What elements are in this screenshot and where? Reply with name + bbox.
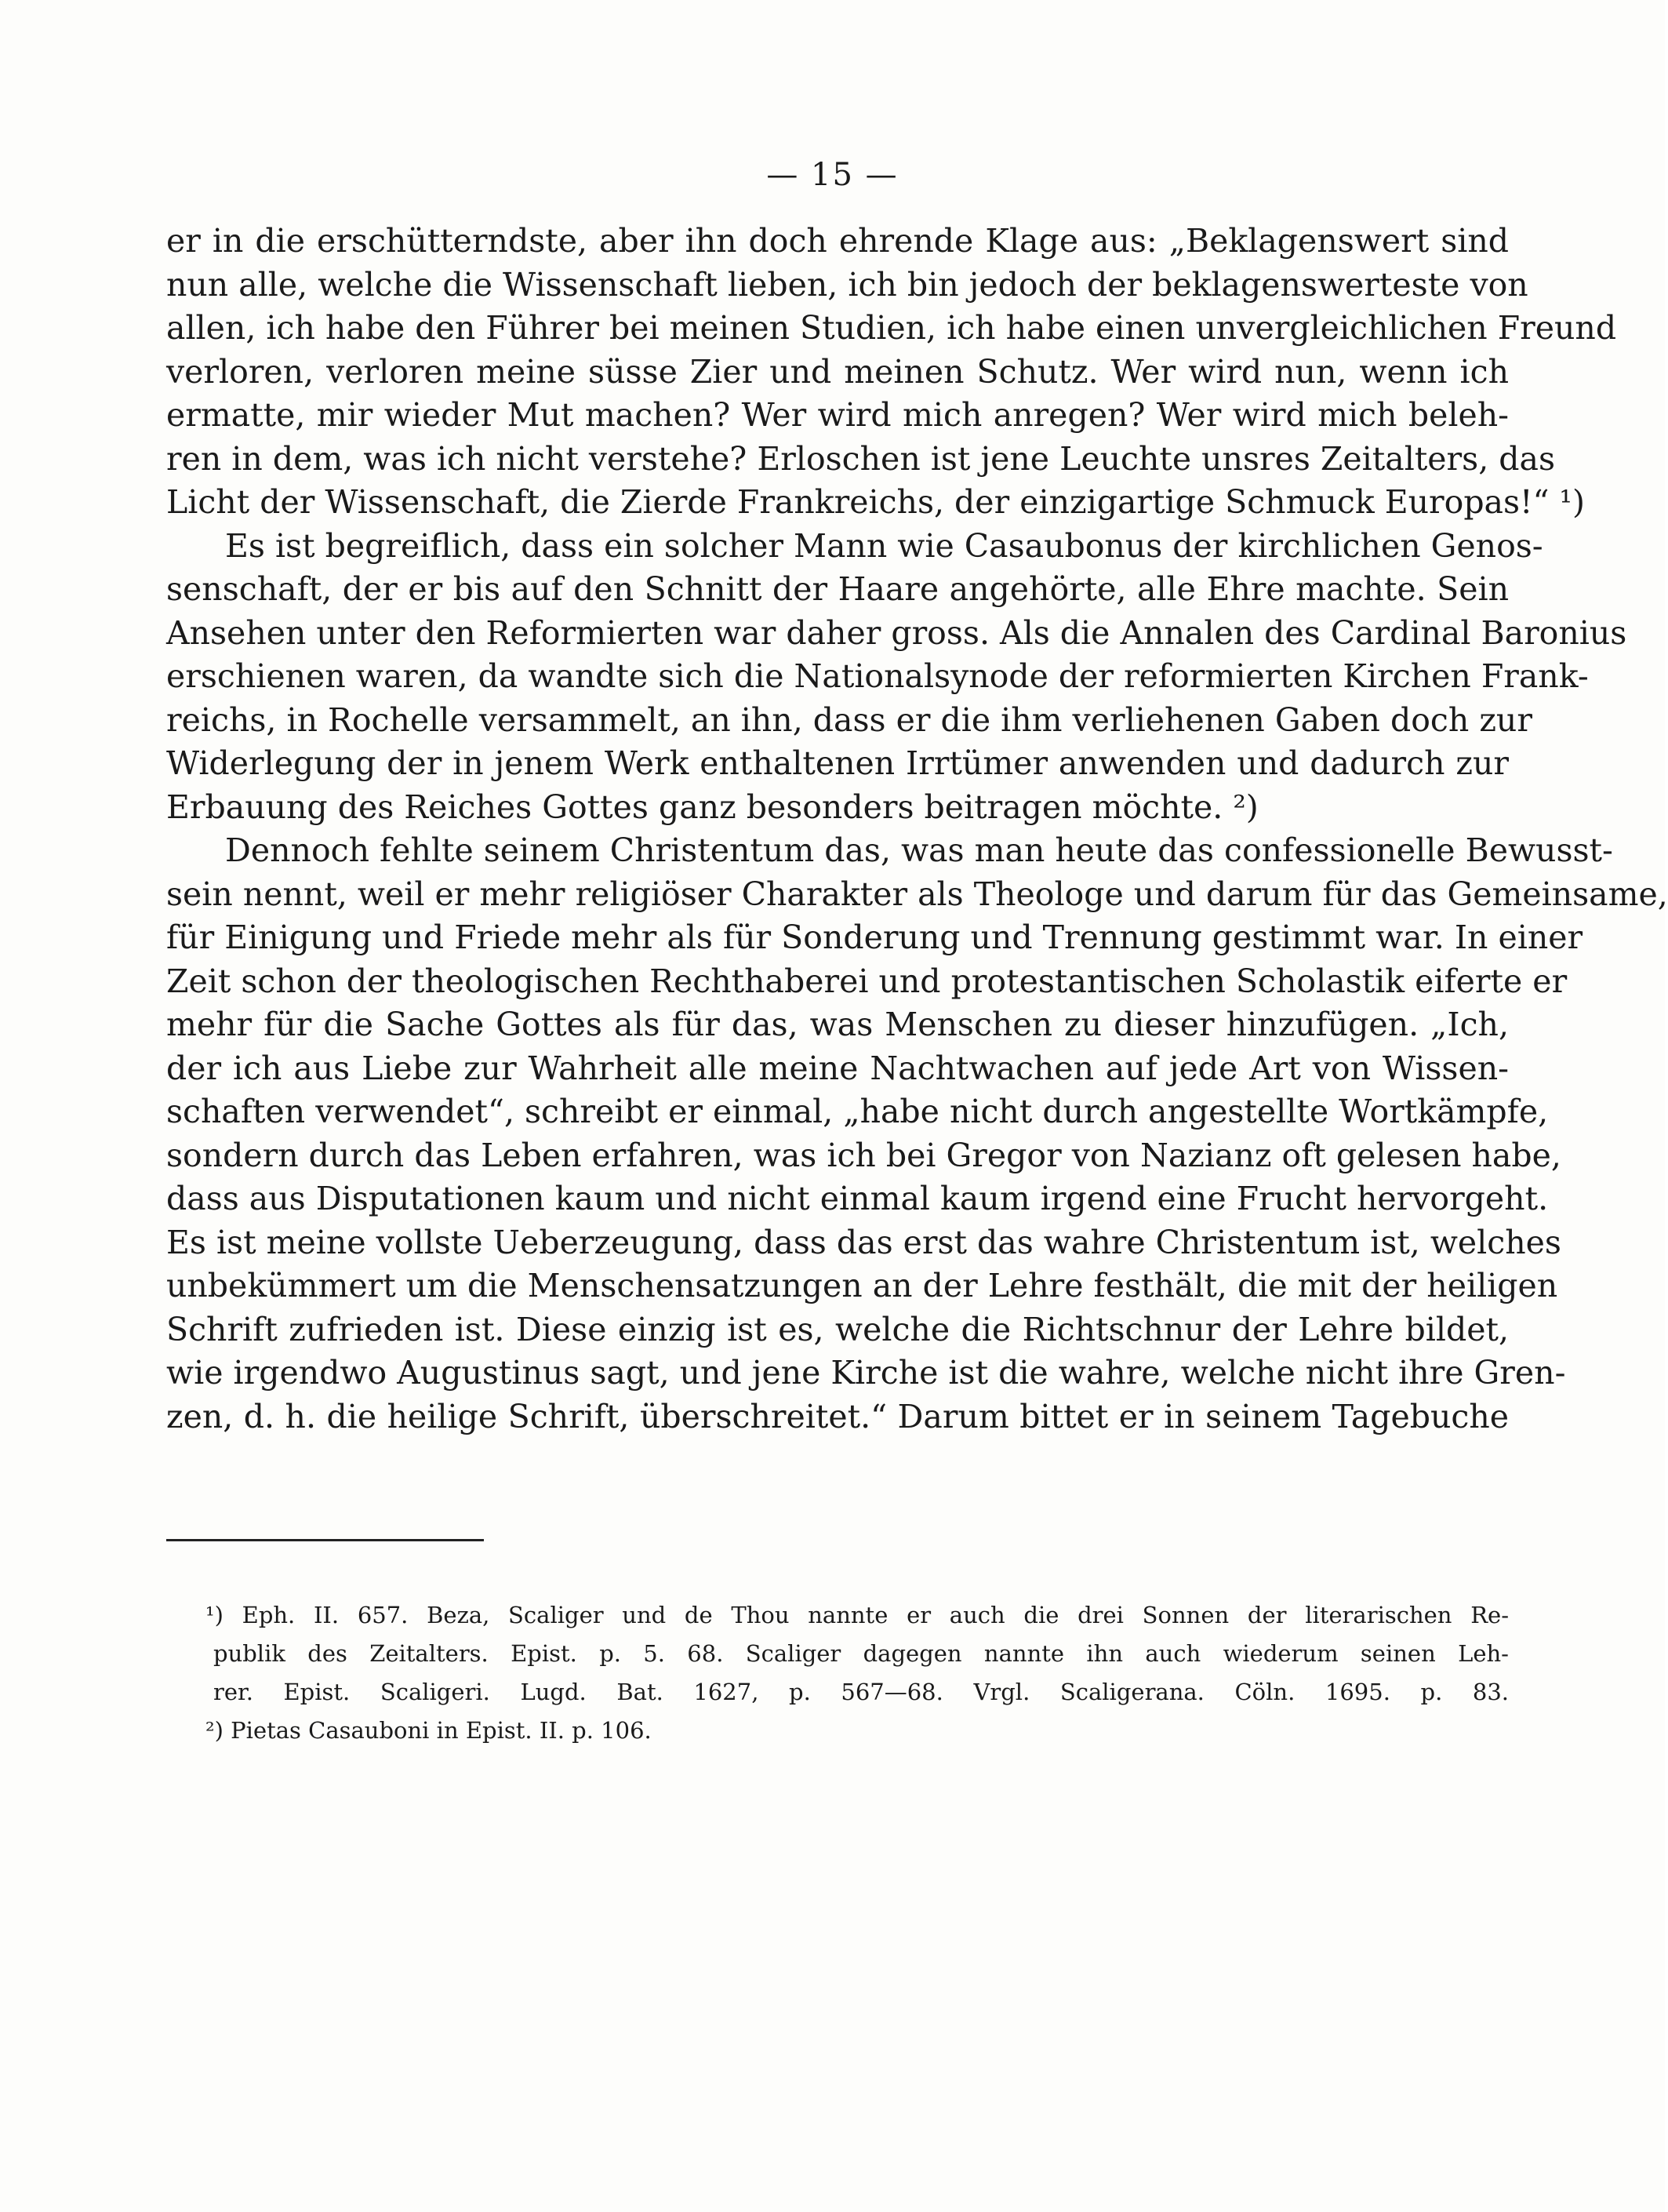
text-line: Es ist begreiflich, dass ein solcher Mann wie Casaubonus der kirchlichen Genos- [225,526,1543,565]
footnote-1 [166,1596,1509,1712]
footnote-line: publik des Zeitalters. Epist. p. 5. 68. Scaliger dagegen nannte ihn auch wiederum seinen Leh- [213,1640,1509,1667]
text-line: Erbauung des Reiches Gottes ganz besonders beitragen möchte. ²) [166,788,1259,826]
text-line: Es ist meine vollste Ueberzeugung, dass das erst das wahre Christentum ist, welches [166,1223,1561,1261]
page-number: — 15 — [766,157,899,193]
text-line: wie irgendwo Augustinus sagt, und jene Kirche ist die wahre, welche nicht ihre Gren- [166,1354,1566,1392]
footnote-2 [166,1712,1509,1750]
text-line: zen, d. h. die heilige Schrift, überschreitet.“ Darum bittet er in seinem Tagebuche [166,1397,1509,1435]
footnote-divider [166,1539,484,1541]
text-line: Zeit schon der theologischen Rechthaberei und protestantischen Scholastik eiferte er [166,962,1568,1000]
text-line: Widerlegung der in jenem Werk enthaltenen Irrtümer anwenden und dadurch zur [166,744,1509,782]
text-line: sondern durch das Leben erfahren, was ich bei Gregor von Nazianz oft gelesen habe, [166,1136,1561,1174]
text-line: Licht der Wissenschaft, die Zierde Frankreichs, der einzigartige Schmuck Europas!“ ¹) [166,483,1585,521]
text-line: erschienen waren, da wandte sich die Nationalsynode der reformierten Kirchen Frank- [166,657,1589,695]
text-line: Dennoch fehlte seinem Christentum das, was man heute das confessionelle Bewusst- [225,831,1613,869]
text-line: ermatte, mir wieder Mut machen? Wer wird mich anregen? Wer wird mich beleh- [166,396,1509,434]
footnotes [166,1596,1509,1750]
footnote-line: ¹) Eph. II. 657. Beza, Scaliger und de Thou nannte er auch die drei Sonnen der literarischen Re- [205,1602,1509,1628]
text-line: unbekümmert um die Menschensatzungen an der Lehre festhält, die mit der heiligen [166,1267,1558,1304]
text-line: dass aus Disputationen kaum und nicht einmal kaum irgend eine Frucht hervorgeht. [166,1180,1549,1217]
text-line: verloren, verloren meine süsse Zier und meinen Schutz. Wer wird nun, wenn ich [166,352,1509,391]
footnote-line: rer. Epist. Scaligeri. Lugd. Bat. 1627, p. 567—68. Vrgl. Scaligerana. Cöln. 1695. p. 83. [213,1679,1509,1705]
text-line: reichs, in Rochelle versammelt, an ihn, dass er die ihm verliehenen Gaben doch zur [166,700,1532,739]
paragraph [166,829,1668,1439]
text-line: Ansehen unter den Reformierten war daher gross. Als die Annalen des Cardinal Baronius [166,613,1627,652]
main-text [166,220,1668,1439]
text-line: allen, ich habe den Führer bei meinen Studien, ich habe einen unvergleichlichen Freund [166,309,1617,347]
text-line: der ich aus Liebe zur Wahrheit alle meine Nachtwachen auf jede Art von Wissen- [166,1049,1509,1087]
text-line: Schrift zufrieden ist. Diese einzig ist es, welche die Richtschnur der Lehre bildet, [166,1310,1509,1348]
text-line: nun alle, welche die Wissenschaft lieben, ich bin jedoch der beklagenswerteste von [166,265,1528,304]
text-line: schaften verwendet“, schreibt er einmal, „habe nicht durch angestellte Wortkämpfe, [166,1093,1549,1130]
text-line: mehr für die Sache Gottes als für das, was Menschen zu dieser hinzufügen. „Ich, [166,1006,1509,1043]
footnote-line: ²) Pietas Casauboni in Epist. II. p. 106. [205,1717,652,1744]
text-line: für Einigung und Friede mehr als für Sonderung und Trennung gestimmt war. In einer [166,919,1583,956]
paragraph [166,525,1627,830]
paragraph [166,220,1617,525]
text-line: senschaft, der er bis auf den Schnitt der Haare angehörte, alle Ehre machte. Sein [166,570,1509,608]
text-line: er in die erschütterndste, aber ihn doch ehrende Klage aus: „Beklagenswert sind [166,222,1509,260]
text-line: ren in dem, was ich nicht verstehe? Erloschen ist jene Leuchte unsres Zeitalters, das [166,439,1555,478]
text-line: sein nennt, weil er mehr religiöser Charakter als Theologe und darum für das Gemeinsame, [166,875,1668,913]
